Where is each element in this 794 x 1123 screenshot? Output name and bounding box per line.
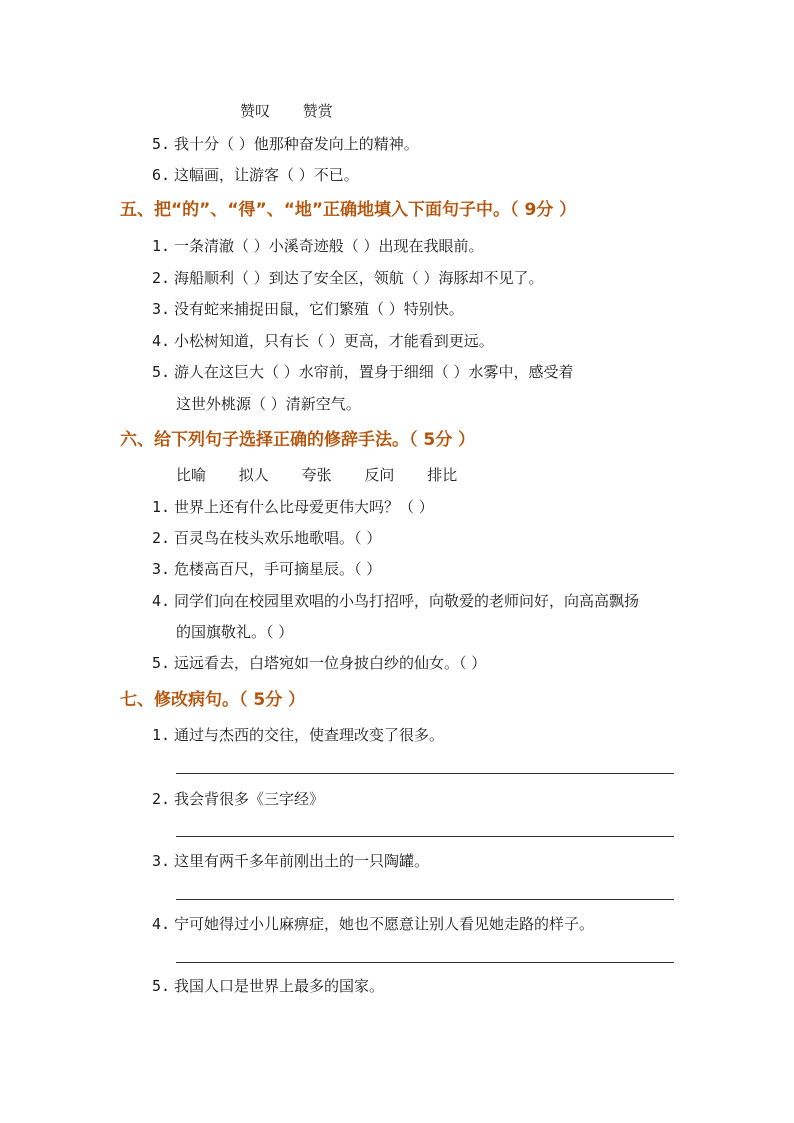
question-item bbox=[152, 653, 486, 673]
question-number: 2. bbox=[152, 790, 171, 808]
question-number: 1. bbox=[152, 237, 171, 255]
question-number: 4. bbox=[152, 332, 171, 350]
question-text: 我国人口是世界上最多的国家。 bbox=[174, 977, 385, 995]
question-item bbox=[152, 789, 324, 809]
question-number: 5. bbox=[152, 654, 171, 672]
question-item bbox=[152, 559, 381, 579]
question-text: 小松树知道，只有长（ ）更高，才能看到更远。 bbox=[174, 332, 494, 350]
answer-line[interactable] bbox=[176, 899, 674, 900]
question-text: 危楼高百尺，手可摘星辰。（ ） bbox=[174, 560, 382, 578]
question-text: 没有蛇来捕捉田鼠，它们繁殖（ ）特别快。 bbox=[174, 300, 464, 318]
question-text: 我会背很多《三字经》 bbox=[174, 790, 325, 808]
question-text: 游人在这巨大（ ）水帘前，置身于细细（ ）水雾中，感受着 bbox=[174, 363, 574, 381]
answer-line[interactable] bbox=[176, 962, 674, 963]
question-text: 通过与杰西的交往，使查理改变了很多。 bbox=[174, 726, 445, 744]
question-item bbox=[152, 591, 639, 611]
question-text: 世界上还有什么比母爱更伟大吗？（ ） bbox=[174, 498, 434, 516]
question-number: 2. bbox=[152, 529, 171, 547]
question-text: 这里有两千多年前刚出土的一只陶罐。 bbox=[174, 852, 430, 870]
question-text: 宁可她得过小儿麻痹症，她也不愿意让别人看见她走路的样子。 bbox=[174, 915, 595, 933]
question-text: 同学们向在校园里欢唱的小鸟打招呼，向敬爱的老师问好，向高高飘扬 bbox=[174, 592, 640, 610]
question-item bbox=[152, 725, 444, 745]
question-text-continuation: 的国旗敬礼。（ ） bbox=[176, 623, 294, 641]
rhetoric-option: 反问 bbox=[364, 466, 395, 484]
question-number: 5. bbox=[152, 363, 171, 381]
rhetoric-option: 拟人 bbox=[238, 466, 269, 484]
question-number: 3. bbox=[152, 300, 171, 318]
question-number: 2. bbox=[152, 269, 171, 287]
section-heading: 五、把“的”、“得”、“地”正确地填入下面句子中。（ 9分 ） bbox=[120, 200, 577, 220]
question-number: 3. bbox=[152, 852, 171, 870]
question-text: 百灵鸟在枝头欢乐地歌唱。（ ） bbox=[174, 529, 382, 547]
question-text-continuation: 这世外桃源（ ）清新空气。 bbox=[176, 395, 361, 413]
question-text: 远远看去，白塔宛如一位身披白纱的仙女。（ ） bbox=[174, 654, 487, 672]
word-options bbox=[240, 101, 361, 121]
question-number: 5. bbox=[152, 135, 171, 153]
question-item bbox=[152, 362, 574, 382]
answer-line[interactable] bbox=[176, 836, 674, 837]
question-item bbox=[152, 165, 359, 185]
question-number: 1. bbox=[152, 498, 171, 516]
question-item bbox=[152, 497, 434, 517]
rhetoric-option: 夸张 bbox=[301, 466, 332, 484]
question-text: 我十分（ ）他那种奋发向上的精神。 bbox=[174, 135, 419, 153]
answer-line[interactable] bbox=[176, 773, 674, 774]
section-heading: 七、修改病句。（ 5分 ） bbox=[120, 690, 306, 710]
section-heading: 六、给下列句子选择正确的修辞手法。（ 5分 ） bbox=[120, 430, 476, 450]
question-text: 一条清澈（ ）小溪奇迹般（ ）出现在我眼前。 bbox=[174, 237, 484, 255]
word-option: 赞叹 bbox=[240, 102, 271, 120]
question-text: 这幅画，让游客（ ）不已。 bbox=[174, 166, 359, 184]
question-item bbox=[152, 299, 464, 319]
question-item bbox=[152, 976, 384, 996]
question-item bbox=[152, 914, 594, 934]
question-number: 1. bbox=[152, 726, 171, 744]
question-text: 海船顺利（ ）到达了安全区，领航（ ）海豚却不见了。 bbox=[174, 269, 544, 287]
question-number: 5. bbox=[152, 977, 171, 995]
question-number: 3. bbox=[152, 560, 171, 578]
rhetoric-options bbox=[176, 465, 485, 485]
rhetoric-option: 排比 bbox=[427, 466, 458, 484]
question-number: 4. bbox=[152, 915, 171, 933]
question-number: 4. bbox=[152, 592, 171, 610]
question-item bbox=[152, 851, 429, 871]
question-item bbox=[152, 331, 494, 351]
rhetoric-option: 比喻 bbox=[176, 466, 207, 484]
question-item bbox=[152, 268, 544, 288]
question-item bbox=[152, 134, 419, 154]
question-item bbox=[152, 528, 381, 548]
word-option: 赞赏 bbox=[302, 102, 333, 120]
question-number: 6. bbox=[152, 166, 171, 184]
question-item bbox=[152, 236, 484, 256]
